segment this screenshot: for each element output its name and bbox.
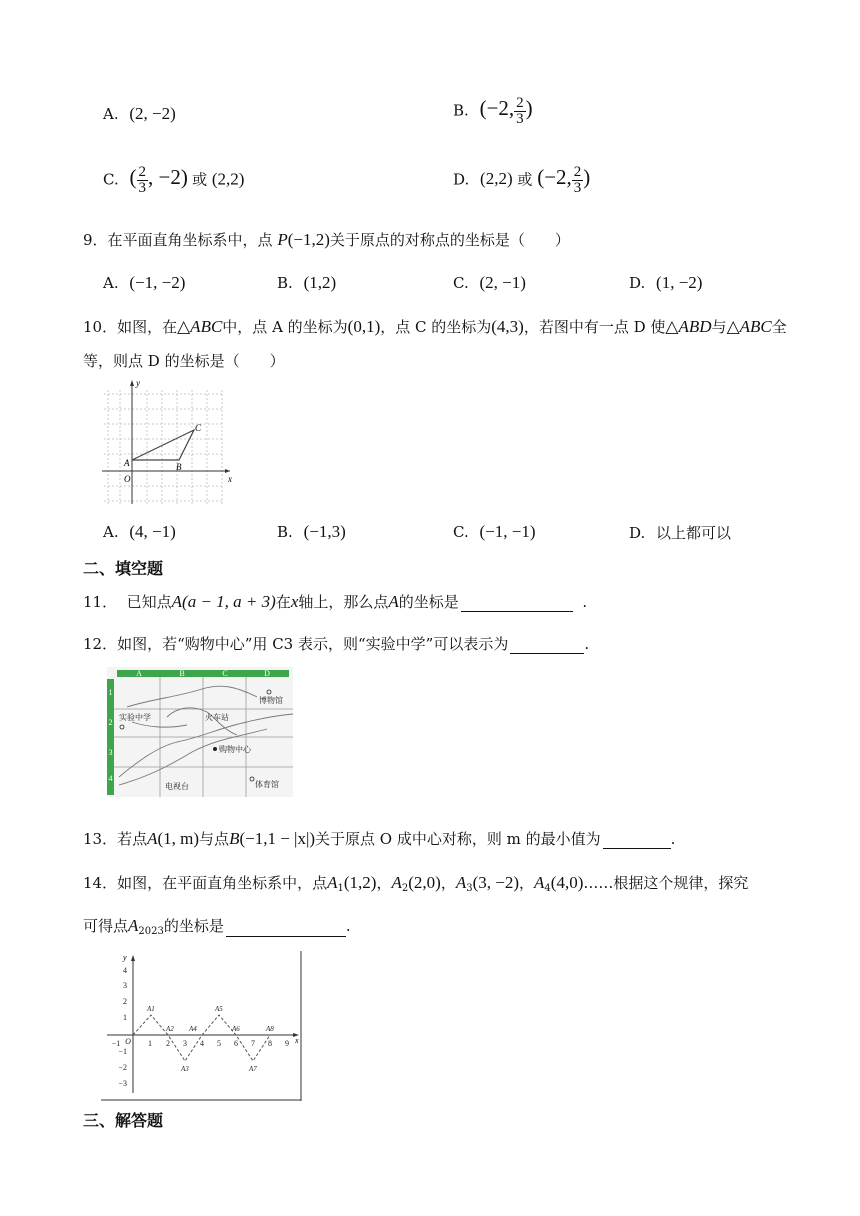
point-a3: A3 — [181, 1065, 189, 1073]
section-title-fill-in: 二、填空题 — [83, 559, 164, 578]
q12-stem: 12．如图，若“购物中心”用 C3 表示，则“实验中学”可以表示为 . — [83, 635, 590, 653]
axis-x-label: x — [228, 474, 232, 484]
y-tick-neg2: −2 — [118, 1063, 127, 1072]
option-value: (−2, $\frac{2}{3}$ ) — [479, 95, 533, 127]
q10-stem-line2: 等，则点 D 的坐标是（ ） — [83, 352, 285, 370]
q10-stem: 10．如图，在△ABC中，点 A 的坐标为(0,1)，点 C 的坐标为(4,3)，若图中有一点 D 使△ABD与△ABC全 — [83, 317, 787, 336]
map-col-c: C — [222, 669, 228, 678]
place-school: 实验中学 — [119, 713, 151, 722]
option-label: D. — [453, 170, 470, 189]
answer-blank[interactable] — [461, 595, 573, 612]
origin-label: O — [125, 1037, 131, 1046]
map-row-1: 1 — [108, 688, 113, 697]
origin-label: O — [124, 474, 131, 484]
q8-option-b[interactable] — [453, 96, 533, 127]
x-tick-2: 2 — [166, 1039, 170, 1048]
fraction: $\frac{2}{3}$ — [138, 164, 146, 196]
axis-y-label: y — [123, 953, 127, 962]
q13-stem: 13．若点A(1, m)与点B(−1,1 − |x|)关于原点 O 成中心对称，则 m 的最小值为 . — [83, 829, 676, 848]
axis-y-label: y — [136, 378, 140, 388]
x-tick-6: 6 — [234, 1039, 238, 1048]
point-c-label: C — [195, 423, 202, 433]
answer-blank[interactable] — [226, 920, 346, 937]
q8-option-a[interactable] — [103, 104, 176, 124]
q8-option-d[interactable]: D. (2,2) 或 (−2, $\frac{2}{3}$ ) — [453, 164, 591, 196]
q8-option-c[interactable]: C. ( $\frac{2}{3}$ , −2) 或 (2,2) — [103, 164, 245, 196]
y-tick-neg3: −3 — [118, 1079, 127, 1088]
point-a1: A1 — [147, 1005, 155, 1013]
q9-option-b[interactable]: B. (1,2) — [277, 273, 337, 292]
q10-option-a[interactable]: A. (4, −1) — [103, 522, 176, 541]
q10-figure — [100, 376, 235, 508]
x-tick-7: 7 — [251, 1039, 255, 1048]
fraction: $\frac{2}{3}$ — [516, 95, 524, 127]
q9-option-a[interactable]: A. (−1, −2) — [103, 273, 186, 292]
point-a4: A4 — [189, 1025, 197, 1033]
x-tick-5: 5 — [217, 1039, 221, 1048]
map-row-3: 3 — [108, 748, 113, 757]
y-tick-3: 3 — [123, 981, 127, 990]
point-a5: A5 — [215, 1005, 223, 1013]
x-tick-9: 9 — [285, 1039, 289, 1048]
fraction: $\frac{2}{3}$ — [573, 164, 582, 196]
x-tick-neg1: −1 — [111, 1039, 121, 1048]
place-museum: 博物馆 — [259, 696, 283, 705]
q9-option-d[interactable]: D. (1, −2) — [629, 273, 703, 292]
axis-x-label: x — [295, 1036, 299, 1045]
point-a2: A2 — [166, 1025, 174, 1033]
point-b-label: B — [176, 462, 182, 472]
answer-blank[interactable] — [603, 832, 671, 849]
section-title-answer: 三、解答题 — [83, 1111, 164, 1130]
y-tick-2: 2 — [123, 997, 127, 1006]
y-tick-4: 4 — [123, 966, 127, 975]
point-a8: A8 — [266, 1025, 274, 1033]
map-row-4: 4 — [108, 774, 113, 783]
point-a6: A6 — [232, 1025, 240, 1033]
q9-option-c[interactable]: C. (2, −1) — [453, 273, 526, 292]
q14-stem: 14．如图，在平面直角坐标系中，点$A_1(1,2)$，$A_2(2,0)$，$A_3(3$, −2)，$A_4(4,0)\dots\dots$根据这个规律，探究 — [83, 873, 749, 894]
point-a7: A7 — [249, 1065, 257, 1073]
point-a-label: A — [124, 458, 130, 468]
map-col-d: D — [264, 669, 270, 678]
place-shopping-center: 购物中心 — [219, 745, 251, 754]
y-tick-1: 1 — [123, 1013, 127, 1022]
q10-option-d[interactable]: D. 以上都可以 — [629, 524, 732, 542]
place-stadium: 体育馆 — [255, 780, 279, 789]
y-tick-neg1: −1 — [118, 1047, 127, 1056]
place-train-station: 火车站 — [205, 713, 229, 722]
map-col-a: A — [136, 669, 142, 678]
x-tick-4: 4 — [200, 1039, 204, 1048]
q9-stem: 9．在平面直角坐标系中，点 P(−1,2)关于原点的对称点的坐标是（ ） — [83, 230, 570, 249]
q14-stem-line2: 可得点$A_{2023}$的坐标是 . — [83, 916, 351, 937]
option-label: B. — [453, 101, 469, 120]
q14-figure — [101, 951, 303, 1101]
x-tick-1: 1 — [148, 1039, 152, 1048]
answer-blank[interactable] — [510, 637, 584, 654]
x-tick-3: 3 — [183, 1039, 187, 1048]
q10-option-b[interactable]: B. (−1,3) — [277, 522, 346, 541]
map-row-2: 2 — [108, 718, 113, 727]
option-label: C. — [103, 170, 119, 189]
option-value: (2, −2) — [129, 104, 176, 123]
q10-option-c[interactable]: C. (−1, −1) — [453, 522, 536, 541]
place-tv-station: 电视台 — [165, 782, 189, 791]
option-value: ( $\frac{2}{3}$ , −2) — [129, 164, 188, 196]
q11-stem: 11． 已知点A(a − 1, a + 3)在x轴上，那么点A的坐标是 . — [83, 592, 588, 611]
option-label: A. — [103, 105, 119, 123]
x-tick-8: 8 — [268, 1039, 272, 1048]
q12-map-figure — [107, 667, 293, 797]
map-col-b: B — [179, 669, 185, 678]
